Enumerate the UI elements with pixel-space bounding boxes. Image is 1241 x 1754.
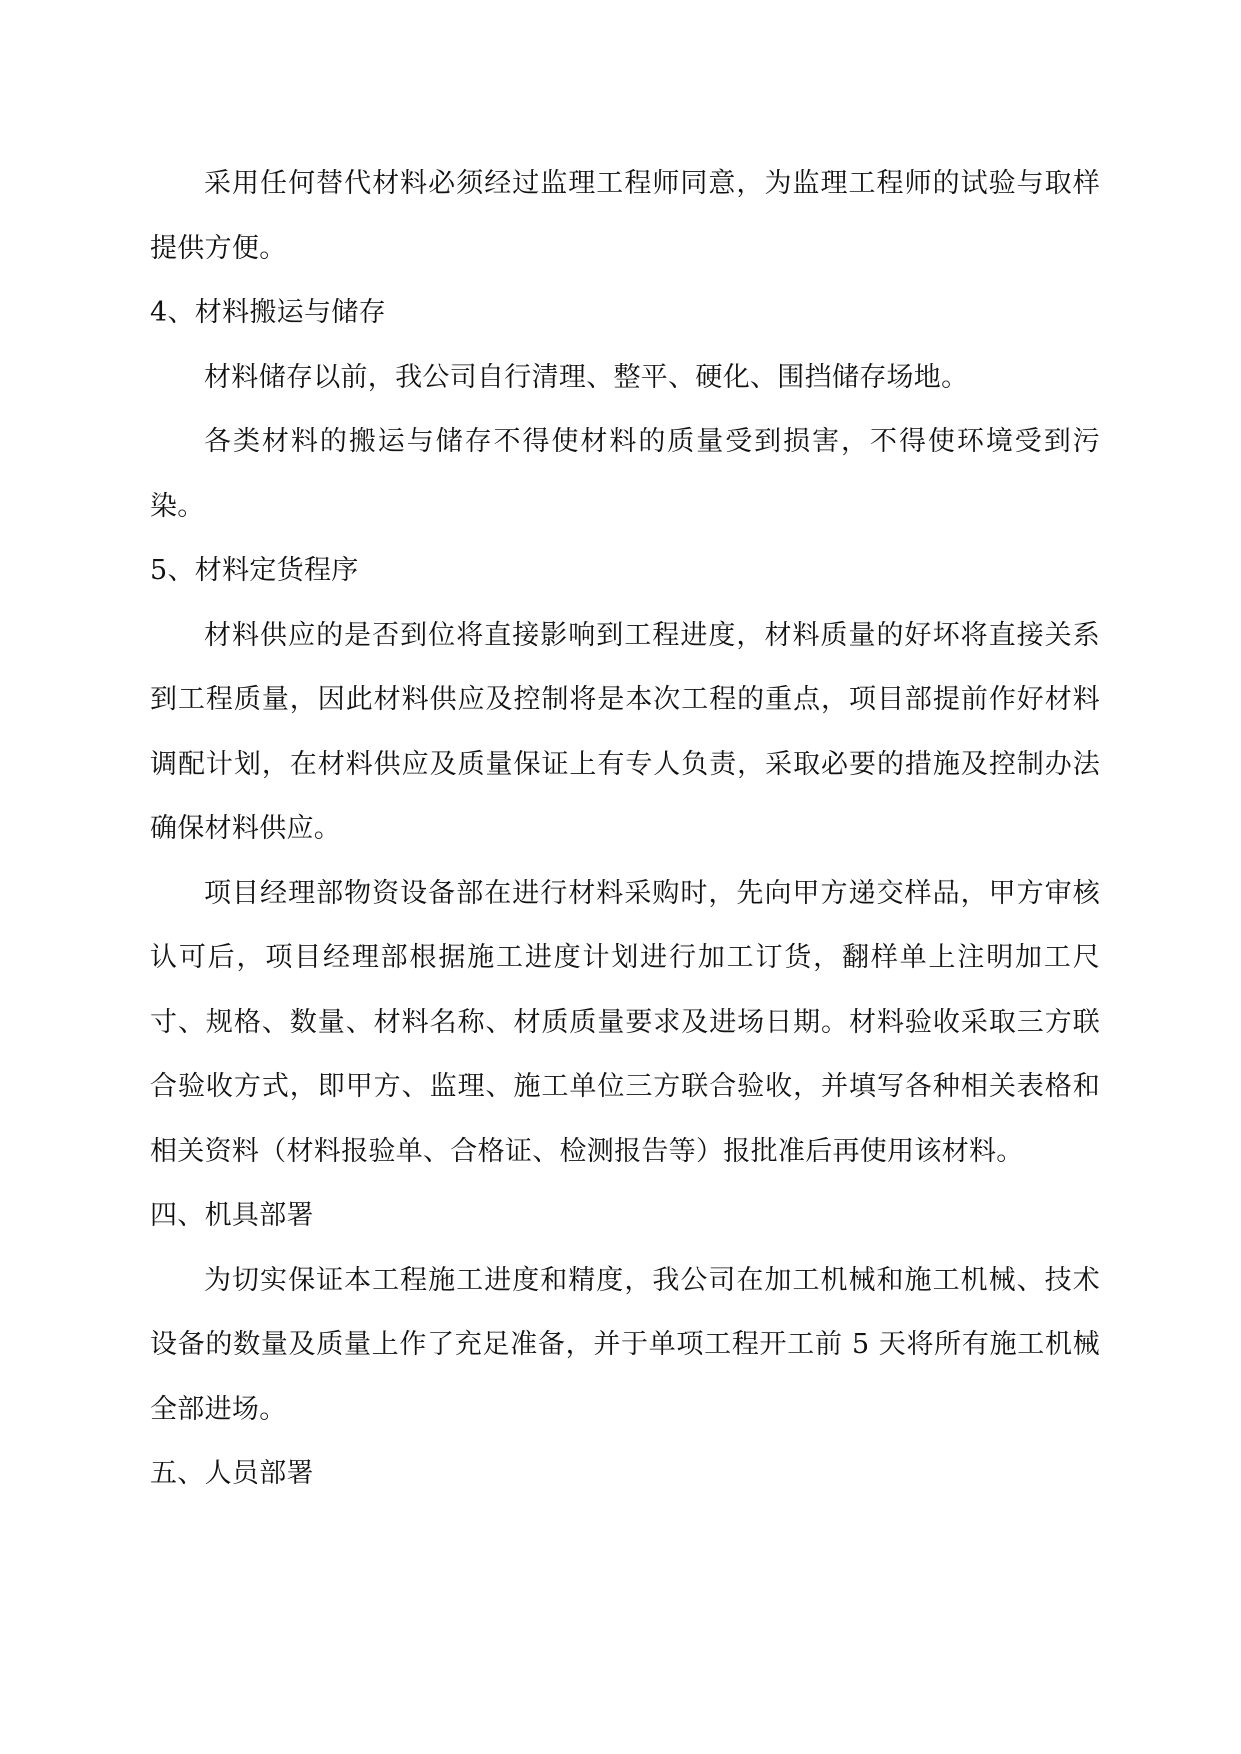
section-heading-ordering-procedure: 5、材料定货程序 [150, 555, 359, 586]
paragraph-material-supply: 材料供应的是否到位将直接影响到工程进度，材料质量的好坏将直接关系到工程质量，因此材料供应及控制将是本次工程的重点，项目部提前作好材料调配计划，在材料供应及质量保证上有专人负责，采取必要的措施及控制办法确保材料供应。 [150, 619, 1100, 844]
section-heading-material-handling: 4、材料搬运与储存 [150, 297, 386, 328]
section-heading-equipment: 四、机具部署 [150, 1200, 314, 1231]
paragraph-procurement-acceptance: 项目经理部物资设备部在进行材料采购时，先向甲方递交样品，甲方审核认可后，项目经理部根据施工进度计划进行加工订货，翻样单上注明加工尺寸、规格、数量、材料名称、材质质量要求及进场日期。材料验收采取三方联合验收方式，即甲方、监理、施工单位三方联合验收，并填写各种相关表格和相关资料（材料报验单、合格证、检测报告等）报批准后再使用该材料。 [150, 877, 1100, 1167]
paragraph-storage-site: 材料储存以前，我公司自行清理、整平、硬化、围挡储存场地。 [204, 361, 969, 393]
paragraph-handling-quality: 各类材料的搬运与储存不得使材料的质量受到损害，不得使环境受到污染。 [150, 426, 1100, 522]
section-heading-personnel: 五、人员部署 [150, 1458, 314, 1489]
document-body [150, 152, 1100, 1507]
paragraph-equipment-deployment: 为切实保证本工程施工进度和精度，我公司在加工机械和施工机械、技术设备的数量及质量上作了充足准备，并于单项工程开工前 5 天将所有施工机械全部进场。 [150, 1264, 1100, 1425]
paragraph-substitute-materials: 采用任何替代材料必须经过监理工程师同意，为监理工程师的试验与取样提供方便。 [150, 168, 1100, 264]
